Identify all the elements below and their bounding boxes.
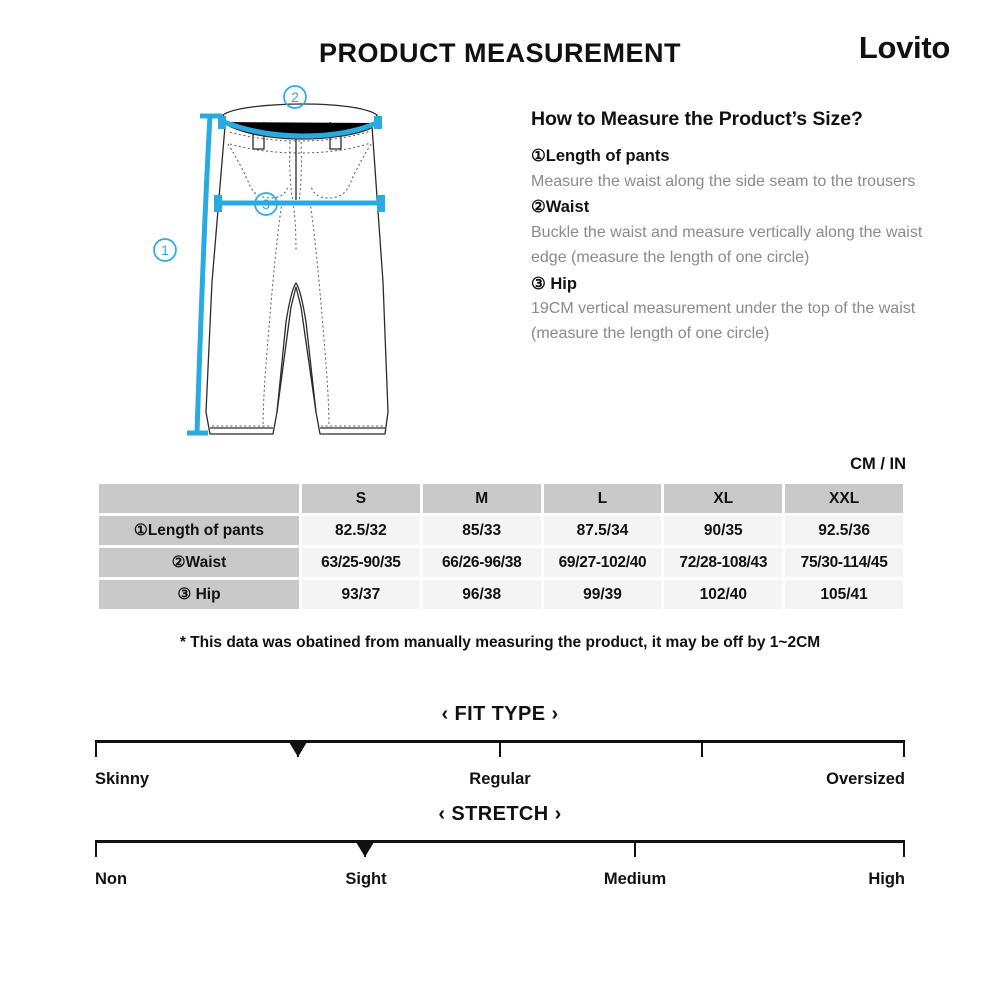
fit-type-label-skinny: Skinny (95, 770, 150, 788)
howto-item-waist (531, 195, 946, 270)
column-header-xxl: XXL (785, 484, 903, 513)
stretch-tick-3 (903, 840, 905, 857)
stretch-axis-bar (95, 840, 905, 843)
stretch-marker (356, 842, 374, 857)
column-header-s: S (302, 484, 420, 513)
fit-type-scale (0, 703, 1000, 792)
cell-length-s: 82.5/32 (302, 516, 420, 545)
howto-item-hip (531, 272, 946, 347)
stretch-label-high: High (868, 870, 905, 888)
table-row (99, 548, 903, 577)
stretch-tick-0 (95, 840, 97, 857)
cell-hip-m: 96/38 (423, 580, 541, 609)
column-header-xl: XL (664, 484, 782, 513)
pants-diagram (140, 82, 440, 457)
cell-waist-xxl: 75/30-114/45 (785, 548, 903, 577)
column-header-m: M (423, 484, 541, 513)
fit-type-tick-4 (903, 740, 905, 757)
cell-length-xxl: 92.5/36 (785, 516, 903, 545)
howto-desc-length: Measure the waist along the side seam to the trousers (531, 172, 916, 190)
disclaimer-note: * This data was obatined from manually measuring the product, it may be off by 1~2CM (179, 634, 821, 651)
fit-type-tick-0 (95, 740, 97, 757)
table-header-row (99, 484, 903, 513)
cell-length-m: 85/33 (423, 516, 541, 545)
cell-hip-s: 93/37 (302, 580, 420, 609)
howto-term-hip: ③ Hip (531, 274, 577, 293)
page-title: PRODUCT MEASUREMENT (318, 38, 681, 68)
table-row (99, 516, 903, 545)
units-label: CM / IN (850, 455, 906, 473)
fit-type-tick-2 (499, 740, 501, 757)
cell-waist-m: 66/26-96/38 (423, 548, 541, 577)
cell-length-xl: 90/35 (664, 516, 782, 545)
cell-hip-xxl: 105/41 (785, 580, 903, 609)
stretch-title: ‹ STRETCH › (438, 803, 562, 825)
table-row (99, 580, 903, 609)
stretch-label-medium: Medium (603, 870, 667, 888)
stretch-scale (0, 803, 1000, 892)
fit-type-label-oversized: Oversized (826, 770, 905, 788)
howto-term-length: ①Length of pants (531, 147, 670, 165)
cell-length-l: 87.5/34 (544, 516, 662, 545)
marker-2-text: 2 (291, 89, 299, 105)
marker-3-text: 3 (262, 196, 270, 212)
stretch-axis (95, 840, 905, 862)
how-to-measure-panel (531, 108, 946, 348)
cell-waist-xl: 72/28-108/43 (664, 548, 782, 577)
fit-type-title: ‹ FIT TYPE › (441, 703, 559, 725)
size-table (96, 481, 906, 612)
column-header-l: L (544, 484, 662, 513)
stretch-label-sight: Sight (345, 870, 387, 888)
cell-hip-l: 99/39 (544, 580, 662, 609)
fit-type-labels (95, 770, 905, 792)
howto-desc-waist: Buckle the waist and measure vertically along the waist edge (measure the length of one circle) (531, 223, 923, 266)
table-corner-cell (99, 484, 299, 513)
howto-term-waist: ②Waist (531, 198, 590, 217)
stretch-labels (95, 870, 905, 892)
brand-logo: Lovito (858, 30, 950, 65)
howto-desc-hip: 19CM vertical measurement under the top of the waist (measure the length of one circle) (531, 300, 916, 342)
stretch-label-non: Non (95, 870, 128, 888)
fit-type-label-regular: Regular (469, 770, 531, 788)
cell-waist-l: 69/27-102/40 (544, 548, 662, 577)
row-label-length: ①Length of pants (99, 516, 299, 545)
fit-type-marker (289, 742, 307, 757)
cell-waist-s: 63/25-90/35 (302, 548, 420, 577)
row-label-hip: ③ Hip (99, 580, 299, 609)
fit-type-tick-3 (701, 740, 703, 757)
marker-1-text: 1 (161, 242, 169, 258)
how-to-measure-heading: How to Measure the Product’s Size? (531, 108, 863, 130)
fit-type-axis (95, 740, 905, 762)
row-label-waist: ②Waist (99, 548, 299, 577)
cell-hip-xl: 102/40 (664, 580, 782, 609)
stretch-tick-2 (634, 840, 636, 857)
howto-item-length (531, 144, 946, 194)
